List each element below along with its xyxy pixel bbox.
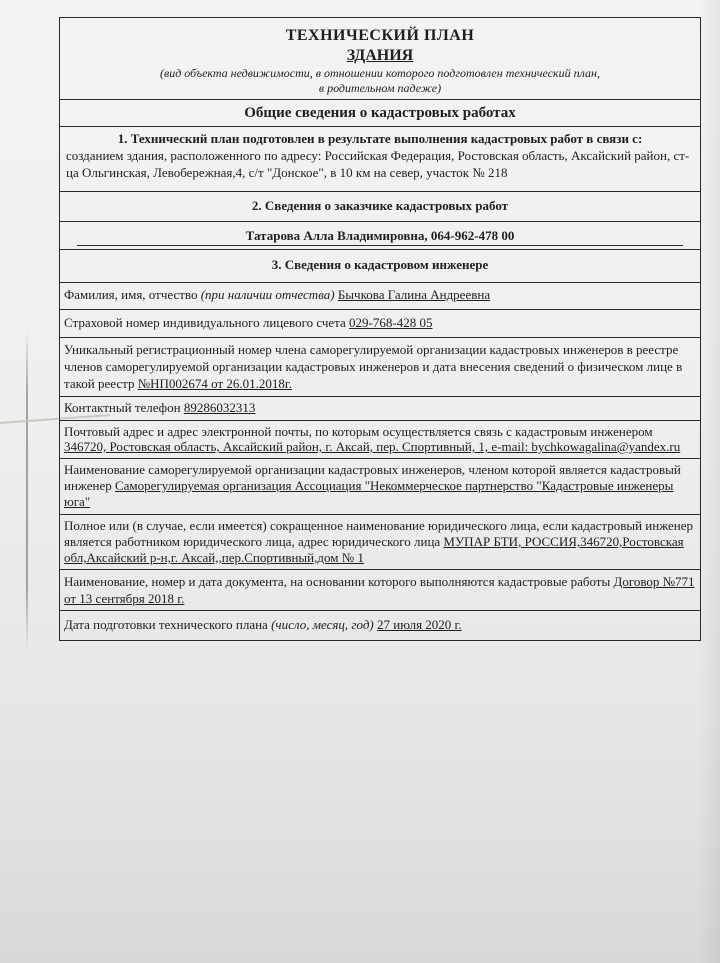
- page-edge-shadow: [698, 0, 720, 963]
- object-type: ЗДАНИЯ: [346, 47, 414, 64]
- address-label: Почтовый адрес и адрес электронной почты, по которым осуществляется связь с кадастровым инженером: [64, 424, 653, 439]
- regnum-value: №НП002674 от 26.01.2018г.: [137, 376, 293, 391]
- technical-plan-form: [59, 17, 701, 641]
- phone-value: 89286032313: [183, 400, 256, 415]
- object-type-note-1: (вид объекта недвижимости, в отношении которого подготовлен технический план,: [160, 66, 600, 80]
- general-heading: Общие сведения о кадастровых работах: [244, 105, 516, 121]
- binding-stitch: [26, 330, 28, 650]
- fio-value: Бычкова Галина Андреевна: [337, 287, 491, 302]
- sro-label: Наименование саморегулируемой организации кадастровых инженеров, членом которой является кадастровый инженер: [64, 462, 681, 493]
- customer-row: [60, 222, 700, 250]
- section-1-heading: 1. Технический план подготовлен в результате выполнения кадастровых работ в связи с:: [117, 131, 643, 146]
- section-3-heading: 3. Сведения о кадастровом инженере: [271, 257, 489, 272]
- address-value: 346720, Ростовская область, Аксайский район, г. Аксай, пер. Спортивный, 1, e-mail: bychkowagalina@yandex.ru: [64, 439, 681, 454]
- fio-note: (при наличии отчества): [200, 287, 335, 302]
- regnum-row: [60, 338, 700, 397]
- legal-entity-label: Полное или (в случае, если имеется) сокращенное наименование юридического лица, если кадастровый инженер является работником юридического лица, адрес юридического лица: [64, 518, 694, 549]
- section-1-text: созданием здания, расположенного по адресу: Российская Федерация, Ростовская область, Аксайский район, ст-ца Ольгинская, Левобережная,4, с/т "Донское", в 10 км на север, участок № 218: [66, 148, 690, 180]
- snils-value: 029-768-428 05: [349, 315, 433, 330]
- prep-date-value: 27 июля 2020 г.: [376, 617, 462, 632]
- phone-label: Контактный телефон: [64, 400, 181, 415]
- prep-date-note: (число, месяц, год): [271, 617, 374, 632]
- prep-date-label: Дата подготовки технического плана: [64, 617, 268, 632]
- general-heading-row: [60, 100, 700, 127]
- sro-value: Саморегулируемая организация Ассоциация "Некоммерческое партнерство "Кадастровые инженеры юга": [64, 478, 674, 509]
- section-2-heading: 2. Сведения о заказчике кадастровых работ: [251, 198, 509, 213]
- legal-entity-value: МУПАР БТИ, РОССИЯ,346720,Ростовская обл,Аксайский р-н,г. Аксай,,пер.Спортивный,дом № 1: [64, 534, 684, 565]
- address-row: [60, 421, 700, 459]
- regnum-label: Уникальный регистрационный номер члена саморегулируемой организации кадастровых инженеров в реестре членов саморегулируемой организации кадастровых инженеров и дата внесения сведений о физическом лице в такой реестр: [64, 342, 683, 391]
- header-block: [60, 18, 700, 100]
- phone-row: [60, 397, 700, 421]
- sro-row: [60, 459, 700, 515]
- document-title: ТЕХНИЧЕСКИЙ ПЛАН: [285, 27, 475, 44]
- object-type-note-2: в родительном падеже): [318, 81, 442, 95]
- section-2-heading-row: [60, 192, 700, 222]
- section-1: [60, 127, 700, 192]
- prep-date-row: [60, 611, 700, 640]
- legal-entity-row: [60, 515, 700, 570]
- basis-document-row: [60, 570, 700, 611]
- basis-document-value: Договор №771 от 13 сентября 2018 г.: [64, 574, 695, 606]
- fio-label: Фамилия, имя, отчество: [64, 287, 198, 302]
- section-3-heading-row: [60, 250, 700, 283]
- fio-row: [60, 283, 700, 310]
- basis-document-label: Наименование, номер и дата документа, на основании которого выполняются кадастровые работы: [64, 574, 611, 589]
- customer-value: Татарова Алла Владимировна, 064-962-478 00: [77, 228, 684, 246]
- snils-row: [60, 310, 700, 338]
- snils-label: Страховой номер индивидуального лицевого счета: [64, 315, 346, 330]
